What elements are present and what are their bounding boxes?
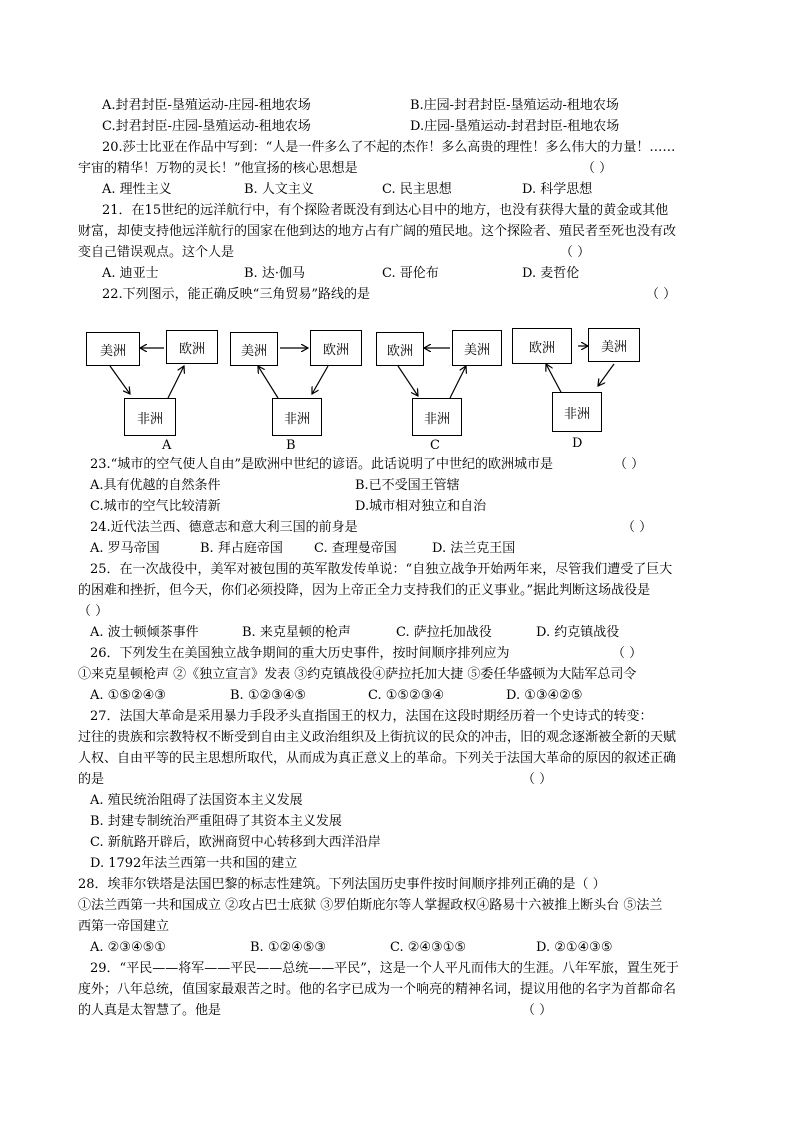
q20-option-b: B. 人文主义 — [244, 182, 314, 197]
box-b-africa: 非洲 — [272, 398, 322, 436]
arrow-b-africa-america — [258, 366, 278, 398]
label-b: B — [286, 438, 296, 453]
q24-option-d: D. 法兰克王国 — [432, 541, 516, 556]
q29-stem-line2: 度外；八年总统，值国家最艰苦之时。他的名字已成为一个响亮的精神名词，提议用他的名字为首都命名 — [78, 982, 677, 997]
q28-events-line1: ①法兰西第一共和国成立 ②攻占巴士底狱 ③罗伯斯庇尔等人掌握政权④路易十六被推上断头台 ⑤法兰 — [78, 898, 663, 913]
q21-option-d: D. 麦哲伦 — [522, 266, 580, 281]
box-b-america: 美洲 — [230, 332, 278, 366]
q24-options — [90, 540, 550, 558]
q26-option-c: C. ①⑤②③④ — [368, 688, 445, 703]
q20-answer-paren: （ ） — [582, 161, 613, 176]
q26-options — [90, 687, 650, 705]
q25-options — [90, 624, 650, 642]
box-c-africa: 非洲 — [412, 398, 462, 436]
q21-option-a: A. 迪亚士 — [102, 266, 159, 281]
q28-option-b: B. ①②④⑤③ — [250, 940, 327, 955]
q27-stem-line3: 人权、自由平等的民主思想所取代，从而成为真正意义上的革命。下列关于法国大革命的原因的叙述正确 — [78, 751, 677, 766]
q25-stem-line1: 25．在一次战役中，美军对被包围的英军散发传单说：“自独立战争开始两年来，尽管我们遭受了巨大 — [90, 562, 673, 577]
q23-answer-paren: （ ） — [614, 457, 645, 472]
arrow-c-europe-africa — [398, 366, 418, 396]
q25-answer-paren: （ ） — [78, 604, 109, 619]
q23-option-b: B.已不受国王管辖 — [355, 478, 460, 493]
q28-stem: 28．埃菲尔铁塔是法国巴黎的标志性建筑。下列法国历史事件按时间顺序排列正确的是（ ） — [78, 877, 606, 892]
q28-option-d: D. ②①④③⑤ — [536, 940, 613, 955]
arrow-a-america-africa — [110, 366, 130, 394]
q22-answer-paren: （ ） — [646, 287, 677, 302]
q20-stem-line2: 宇宙的精华！万物的灵长！”他宣扬的核心思想是 — [78, 161, 358, 176]
q22-stem: 22.下列图示，能正确反映“三角贸易”路线的是 — [102, 287, 370, 302]
arrow-d-africa-europe — [546, 364, 562, 394]
box-c-america: 美洲 — [452, 330, 502, 366]
q20-stem-line1: 20.莎士比亚在作品中写到：“人是一件多么了不起的杰作！多么高贵的理性！多么伟大的力量！…… — [102, 140, 676, 155]
q20-option-c: C. 民主思想 — [382, 182, 452, 197]
q25-option-b: B. 来克星顿的枪声 — [242, 625, 351, 640]
q26-events: ①来克星顿枪声 ②《独立宣言》发表 ③约克镇战役④萨拉托加大捷 ⑤委任华盛顿为大陆军总司令 — [78, 667, 637, 682]
q26-stem: 26．下列发生在美国独立战争期间的重大历史事件，按时间顺序排列应为 — [90, 646, 510, 661]
q20-options — [102, 181, 662, 199]
q23-stem: 23.“城市的空气使人自由”是欧洲中世纪的谚语。此话说明了中世纪的欧洲城市是 — [90, 457, 553, 472]
q19-option-c: C.封君封臣-庄园-垦殖运动-租地农场 — [102, 119, 311, 134]
q21-option-c: C. 哥伦布 — [382, 266, 439, 281]
q29-stem-line3: 的人真是太智慧了。他是 — [78, 1003, 222, 1018]
box-d-europe: 欧洲 — [512, 328, 572, 364]
box-d-africa: 非洲 — [552, 392, 602, 432]
q24-option-a: A. 罗马帝国 — [90, 541, 160, 556]
q28-option-a: A. ②③④⑤① — [90, 940, 166, 955]
q27-stem-line4: 的是 — [78, 772, 105, 787]
q28-options — [90, 939, 650, 957]
q24-option-c: C. 查理曼帝国 — [314, 541, 397, 556]
box-a-europe: 欧洲 — [166, 330, 218, 364]
q21-stem-line1: 21．在15世纪的远洋航行中，有个探险者既没有到达心目中的地方，也没有获得大量的黄金或其他 — [102, 203, 669, 218]
label-d: D — [572, 436, 583, 451]
q26-option-b: B. ①②③④⑤ — [230, 688, 307, 703]
q27-option-d: D. 1792年法兰西第一共和国的建立 — [90, 856, 298, 871]
q28-option-c: C. ②④③①⑤ — [390, 940, 467, 955]
q24-answer-paren: （ ） — [622, 520, 653, 535]
label-c: C — [430, 438, 440, 453]
arrow-d-america-africa — [598, 364, 614, 386]
box-c-europe: 欧洲 — [376, 332, 424, 366]
label-a: A — [162, 438, 172, 453]
q25-option-c: C. 萨拉托加战役 — [396, 625, 492, 640]
q27-option-c: C. 新航路开辟后，欧洲商贸中心转移到大西洋沿岸 — [90, 835, 381, 850]
q21-option-b: B. 达·伽马 — [244, 266, 305, 281]
q26-option-a: A. ①⑤②④③ — [90, 688, 166, 703]
arrow-a-africa-europe — [168, 366, 184, 398]
q19-option-b: B.庄园-封君封臣-垦殖运动-租地农场 — [410, 98, 619, 113]
q19-option-d: D.庄园-垦殖运动-封君封臣-租地农场 — [410, 119, 620, 134]
q21-stem-line3: 变自己错误观点。这个人是 — [78, 245, 235, 260]
box-a-africa: 非洲 — [124, 398, 176, 436]
arrow-b-europe-africa — [312, 366, 328, 394]
box-d-america: 美洲 — [588, 328, 640, 362]
q27-stem-line1: 27．法国大革命是采用暴力手段矛头直指国王的权力，法国在这段时期经历着一个史诗式的转变： — [90, 709, 653, 724]
q21-stem-line2: 财富，却使支持他远洋航行的国家在他到达的地方占有广阔的殖民地。这个探险者、殖民者至死也没有改 — [78, 224, 677, 239]
q27-answer-paren: （ ） — [522, 772, 553, 787]
triangle-trade-diagram — [80, 322, 660, 456]
q20-option-a: A. 理性主义 — [102, 182, 172, 197]
q25-option-a: A. 波士顿倾茶事件 — [90, 625, 199, 640]
q24-stem: 24.近代法兰西、德意志和意大利三国的前身是 — [90, 520, 358, 535]
q25-stem-line2: 的困难和挫折，但今天，你们必须投降，因为上帝正全力支持我们的正义事业。”据此判断这场战役是 — [78, 583, 651, 598]
q26-option-d: D. ①③④②⑤ — [506, 688, 583, 703]
q23-option-d: D.城市相对独立和自治 — [355, 499, 487, 514]
q29-stem-line1: 29．“平民——将军——平民——总统——平民”，这是一个人平凡而伟大的生涯。八年军旅，置生死于 — [90, 961, 679, 976]
q25-option-d: D. 约克镇战役 — [536, 625, 620, 640]
q24-option-b: B. 拜占庭帝国 — [200, 541, 283, 556]
q27-stem-line2: 过往的贵族和宗教特权不断受到自由主义政治组织及上街抗议的民众的冲击，旧的观念逐渐被全新的天赋 — [78, 730, 677, 745]
q19-option-a: A.封君封臣-垦殖运动-庄园-租地农场 — [102, 98, 311, 113]
q23-option-a: A.具有优越的自然条件 — [90, 478, 221, 493]
q21-answer-paren: （ ） — [560, 245, 591, 260]
q28-events-line2: 西第一帝国建立 — [78, 919, 170, 934]
q27-option-b: B. 封建专制统治严重阻碍了其资本主义发展 — [90, 814, 342, 829]
q26-answer-paren: （ ） — [612, 646, 643, 661]
arrow-c-africa-america — [450, 366, 466, 398]
q29-answer-paren: （ ） — [522, 1003, 553, 1018]
q23-option-c: C.城市的空气比较清新 — [90, 499, 221, 514]
q21-options — [102, 265, 662, 283]
box-b-europe: 欧洲 — [310, 330, 362, 366]
q20-option-d: D. 科学思想 — [522, 182, 593, 197]
box-a-america: 美洲 — [86, 332, 140, 366]
q27-option-a: A. 殖民统治阻碍了法国资本主义发展 — [90, 793, 303, 808]
